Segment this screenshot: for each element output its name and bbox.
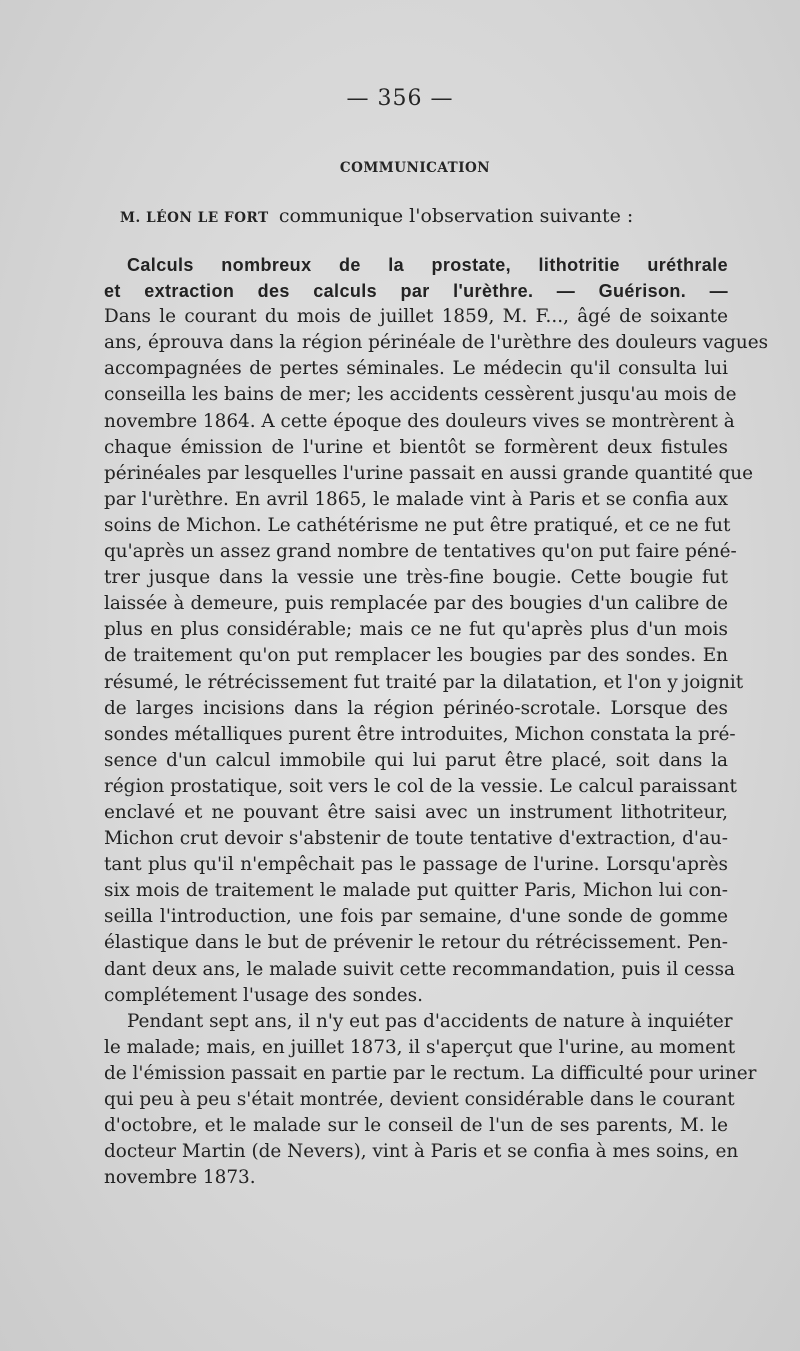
- text-line: région prostatique, soit vers le col de la vessie. Le calcul paraissant: [104, 775, 737, 797]
- text-line: le malade; mais, en juillet 1873, il s'aperçut que l'urine, au moment: [104, 1036, 736, 1058]
- text-line: novembre 1864. A cette époque des douleurs vives se montrèrent à: [104, 410, 735, 432]
- text-line: accompagnées de pertes séminales. Le médecin qu'il consulta lui: [104, 358, 728, 380]
- text-line: laissée à demeure, puis remplacée par des bougies d'un calibre de: [104, 593, 728, 615]
- author-intro: communique l'observation suivante :: [278, 205, 634, 227]
- text-line: dant deux ans, le malade suivit cette recommandation, puis il cessa: [104, 958, 735, 980]
- paragraph-2: [104, 1009, 757, 1192]
- text-line: sondes métalliques purent être introduites, Michon constata la pré-: [104, 723, 736, 745]
- text-line: Pendant sept ans, il n'y eut pas d'accidents de nature à inquiéter: [127, 1010, 733, 1032]
- text-line: tant plus qu'il n'empêchait pas le passage de l'urine. Lorsqu'après: [104, 854, 728, 876]
- text-line: élastique dans le but de prévenir le retour du rétrécissement. Pen-: [104, 932, 728, 954]
- text-line: enclavé et ne pouvant être saisi avec un instrument lithotriteur,: [104, 801, 728, 823]
- author-name: M. LÉON LE FORT: [120, 210, 269, 226]
- text-line: seilla l'introduction, une fois par semaine, d'une sonde de gomme: [104, 906, 728, 928]
- text-line: Michon crut devoir s'abstenir de toute tentative d'extraction, d'au-: [104, 828, 728, 850]
- text-line: six mois de traitement le malade put quitter Paris, Michon lui con-: [104, 880, 728, 902]
- page-number: — 356 —: [346, 86, 454, 111]
- text-line: complétement l'usage des sondes.: [104, 984, 423, 1006]
- text-line: de traitement qu'on put remplacer les bougies par des sondes. En: [104, 645, 728, 667]
- article-title-line: Calculs nombreux de la prostate, lithotritie uréthrale: [127, 255, 728, 275]
- text-line: chaque émission de l'urine et bientôt se formèrent deux fistules: [104, 436, 728, 458]
- article-title-line: et extraction des calculs par l'urèthre. — Guérison. —: [104, 281, 728, 302]
- text-line: de larges incisions dans la région périnéo-scrotale. Lorsque des: [104, 697, 728, 719]
- text-line: novembre 1873.: [104, 1167, 256, 1189]
- article-body: [104, 252, 769, 1191]
- text-line: trer jusque dans la vessie une très-fine bougie. Cette bougie fut: [104, 567, 728, 589]
- paragraph-1: [104, 304, 769, 1009]
- text-line: périnéales par lesquelles l'urine passait en aussi grande quantité que: [104, 462, 753, 484]
- text-line: conseilla les bains de mer; les accidents cessèrent jusqu'au mois de: [104, 384, 737, 406]
- text-line: sence d'un calcul immobile qui lui parut être placé, soit dans la: [104, 749, 728, 771]
- text-line: qu'après un assez grand nombre de tentatives qu'on put faire péné-: [104, 541, 737, 563]
- text-line: de l'émission passait en partie par le rectum. La difficulté pour uriner: [104, 1062, 757, 1084]
- text-line: docteur Martin (de Nevers), vint à Paris et se confia à mes soins, en: [104, 1141, 739, 1163]
- section-heading: COMMUNICATION: [339, 160, 491, 176]
- text-line: par l'urèthre. En avril 1865, le malade vint à Paris et se confia aux: [104, 488, 728, 510]
- text-line: ans, éprouva dans la région périnéale de l'urèthre des douleurs vagues: [104, 332, 769, 354]
- text-line: plus en plus considérable; mais ce ne fut qu'après plus d'un mois: [104, 619, 728, 641]
- author-line: [120, 205, 740, 227]
- text-line: qui peu à peu s'était montrée, devient considérable dans le courant: [104, 1089, 735, 1110]
- text-line: soins de Michon. Le cathétérisme ne put être pratiqué, et ce ne fut: [104, 514, 731, 536]
- text-line: d'octobre, et le malade sur le conseil de l'un de ses parents, M. le: [104, 1115, 728, 1137]
- text-line: Dans le courant du mois de juillet 1859, M. F..., âgé de soixante: [104, 306, 728, 328]
- text-line: résumé, le rétrécissement fut traité par la dilatation, et l'on y joignit: [104, 671, 744, 693]
